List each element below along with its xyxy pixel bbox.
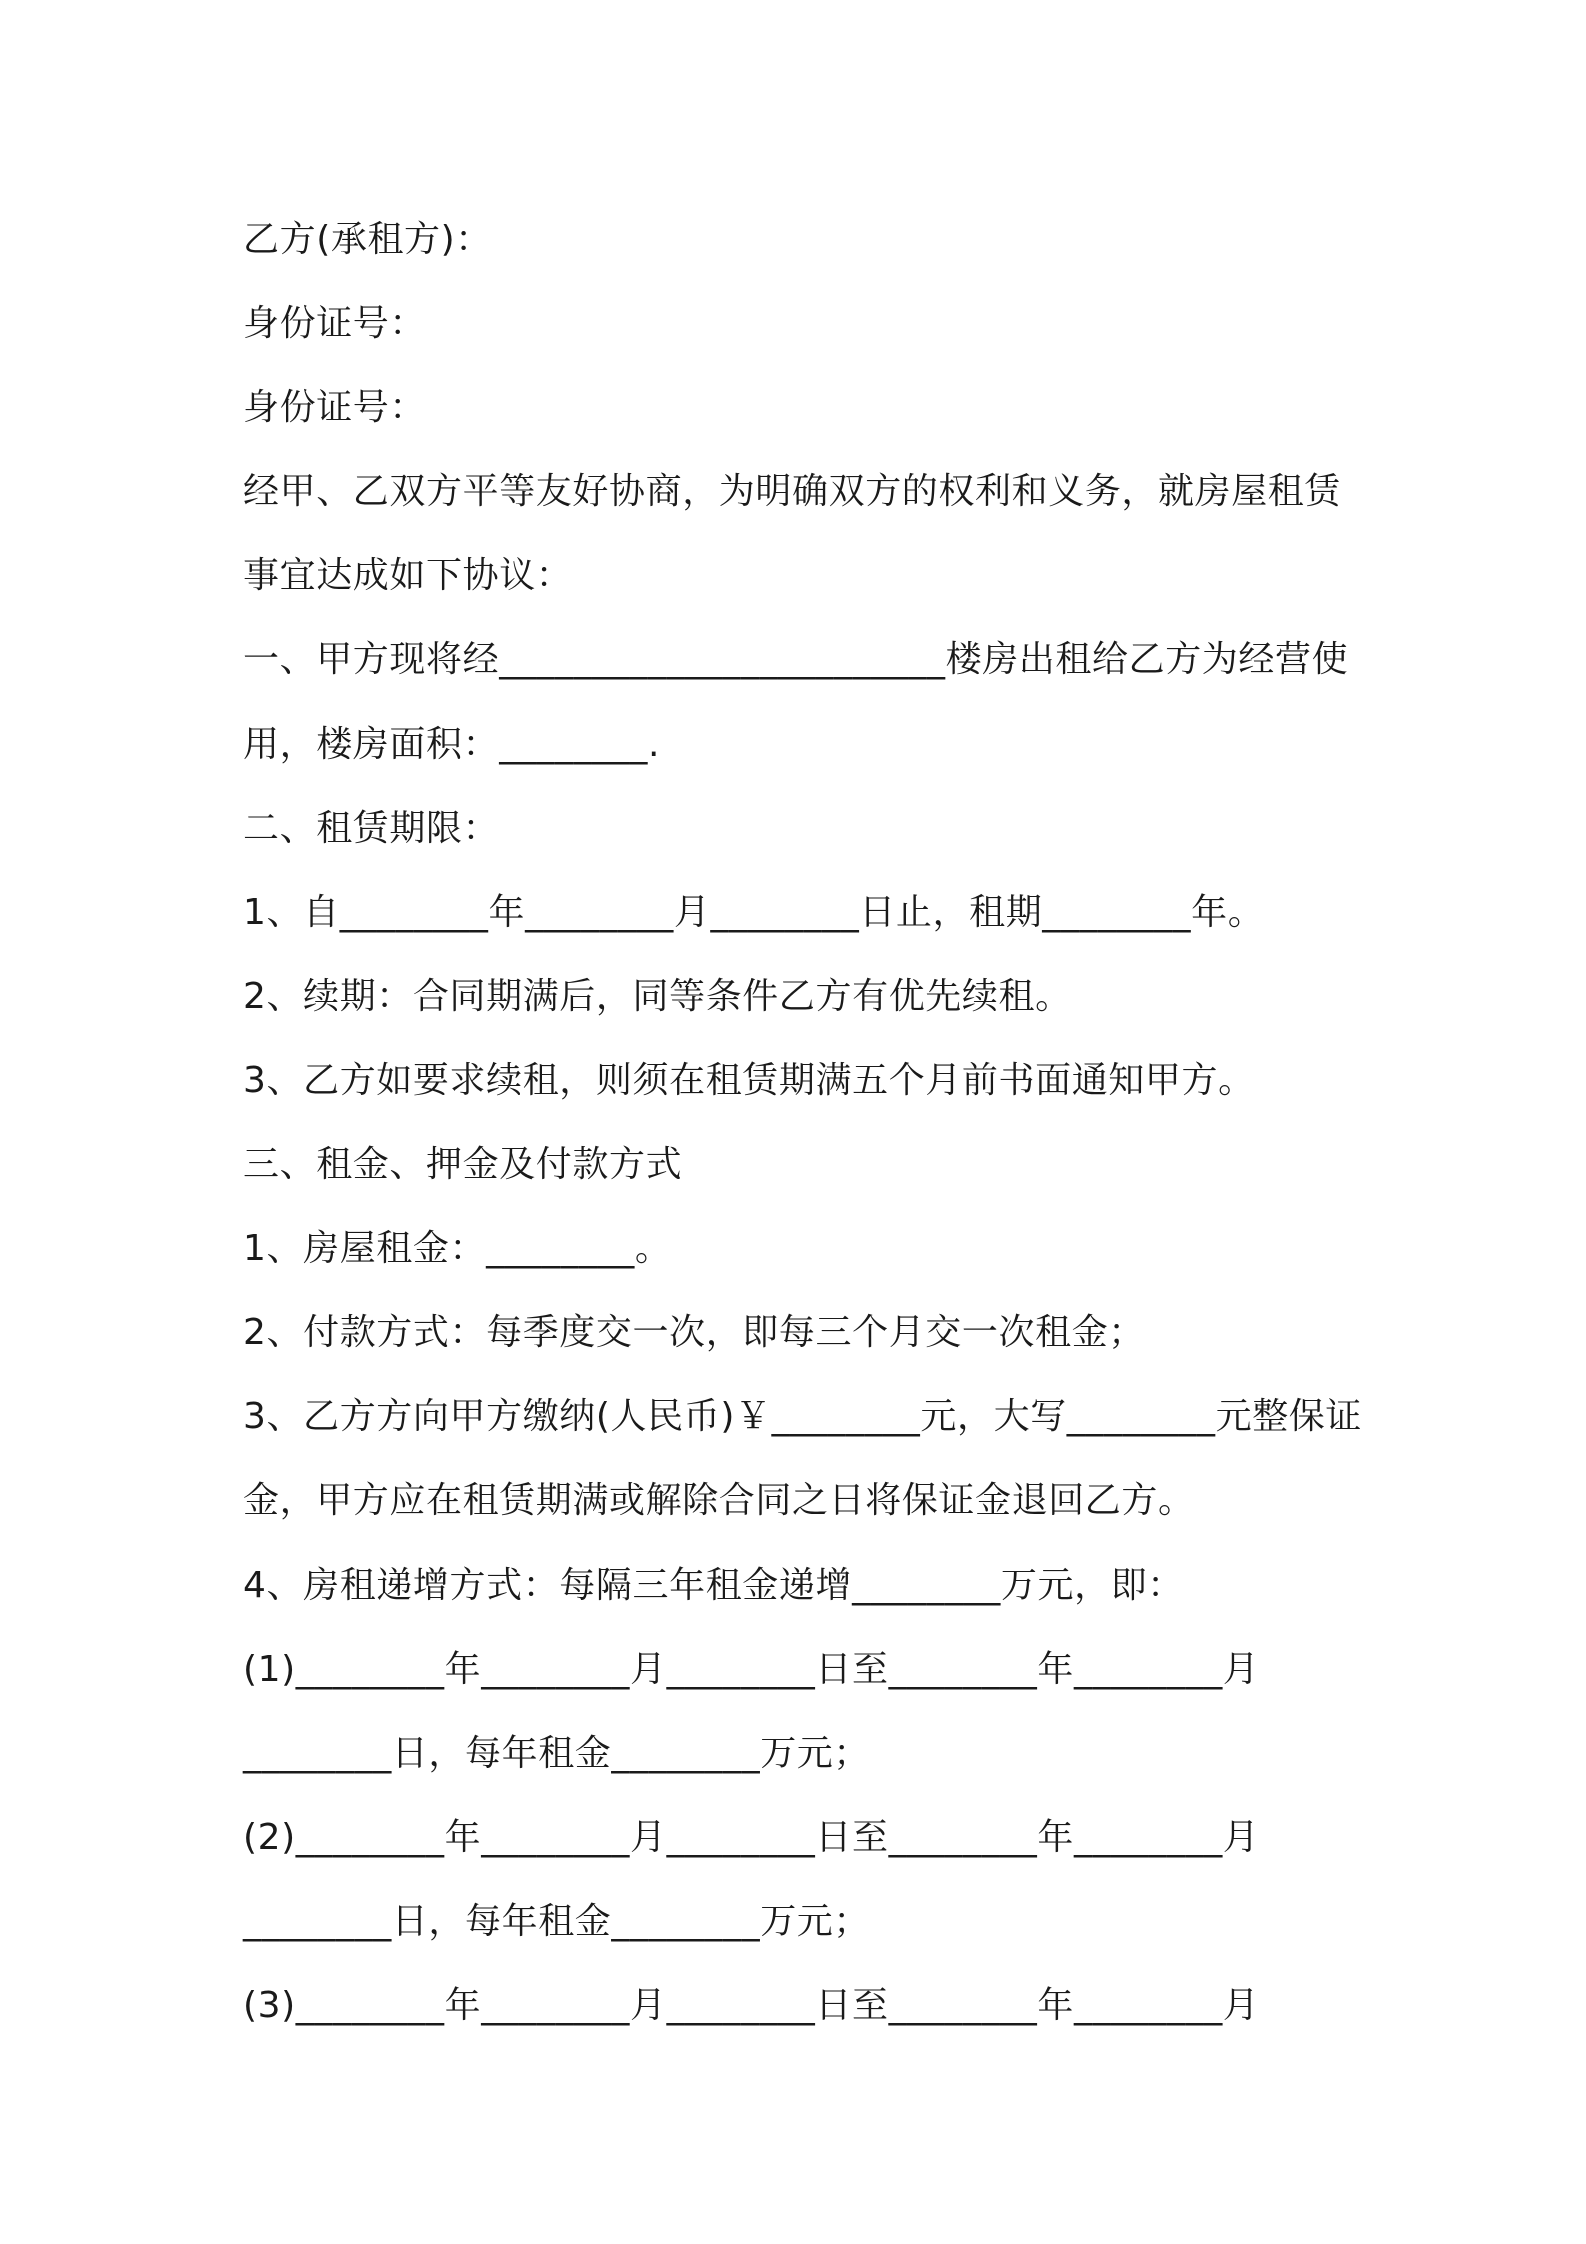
clause-line: 1、房屋租金：________。 — [243, 1228, 672, 1270]
id-number-label: 身份证号： — [243, 303, 427, 345]
schedule-line: (1)________年________月________日至________年________月 — [243, 1648, 1260, 1690]
clause-line: 1、自________年________月________日止，租期________年。 — [243, 891, 1265, 933]
section-heading: 二、租赁期限： — [243, 807, 500, 849]
clause-line: 3、乙方如要求续租，则须在租赁期满五个月前书面通知甲方。 — [243, 1059, 1255, 1101]
preamble-line: 事宜达成如下协议： — [243, 555, 573, 597]
section-heading: 三、租金、押金及付款方式 — [243, 1144, 683, 1186]
clause-line: 4、房租递增方式：每隔三年租金递增________万元，即： — [243, 1564, 1184, 1606]
party-b-label: 乙方(承租方)： — [243, 219, 492, 260]
clause-line: 用，楼房面积：________. — [243, 723, 661, 765]
clause-line: 3、乙方方向甲方缴纳(人民币)￥________元，大写________元整保证 — [243, 1396, 1362, 1438]
schedule-line: (3)________年________月________日至________年________月 — [243, 1984, 1260, 2026]
clause-line: 2、付款方式：每季度交一次，即每三个月交一次租金； — [243, 1312, 1145, 1354]
id-number-label: 身份证号： — [243, 387, 427, 429]
clause-line: 一、甲方现将经________________________楼房出租给乙方为经营使 — [243, 639, 1349, 681]
clause-line: 金，甲方应在租赁期满或解除合同之日将保证金退回乙方。 — [243, 1480, 1195, 1522]
schedule-line: (2)________年________月________日至________年________月 — [243, 1816, 1260, 1858]
schedule-line: ________日，每年租金________万元； — [243, 1732, 870, 1774]
clause-line: 2、续期：合同期满后，同等条件乙方有优先续租。 — [243, 975, 1072, 1017]
preamble-line: 经甲、乙双方平等友好协商，为明确双方的权利和义务，就房屋租赁 — [243, 471, 1342, 513]
schedule-line: ________日，每年租金________万元； — [243, 1900, 870, 1942]
contract-body — [243, 198, 1363, 2048]
